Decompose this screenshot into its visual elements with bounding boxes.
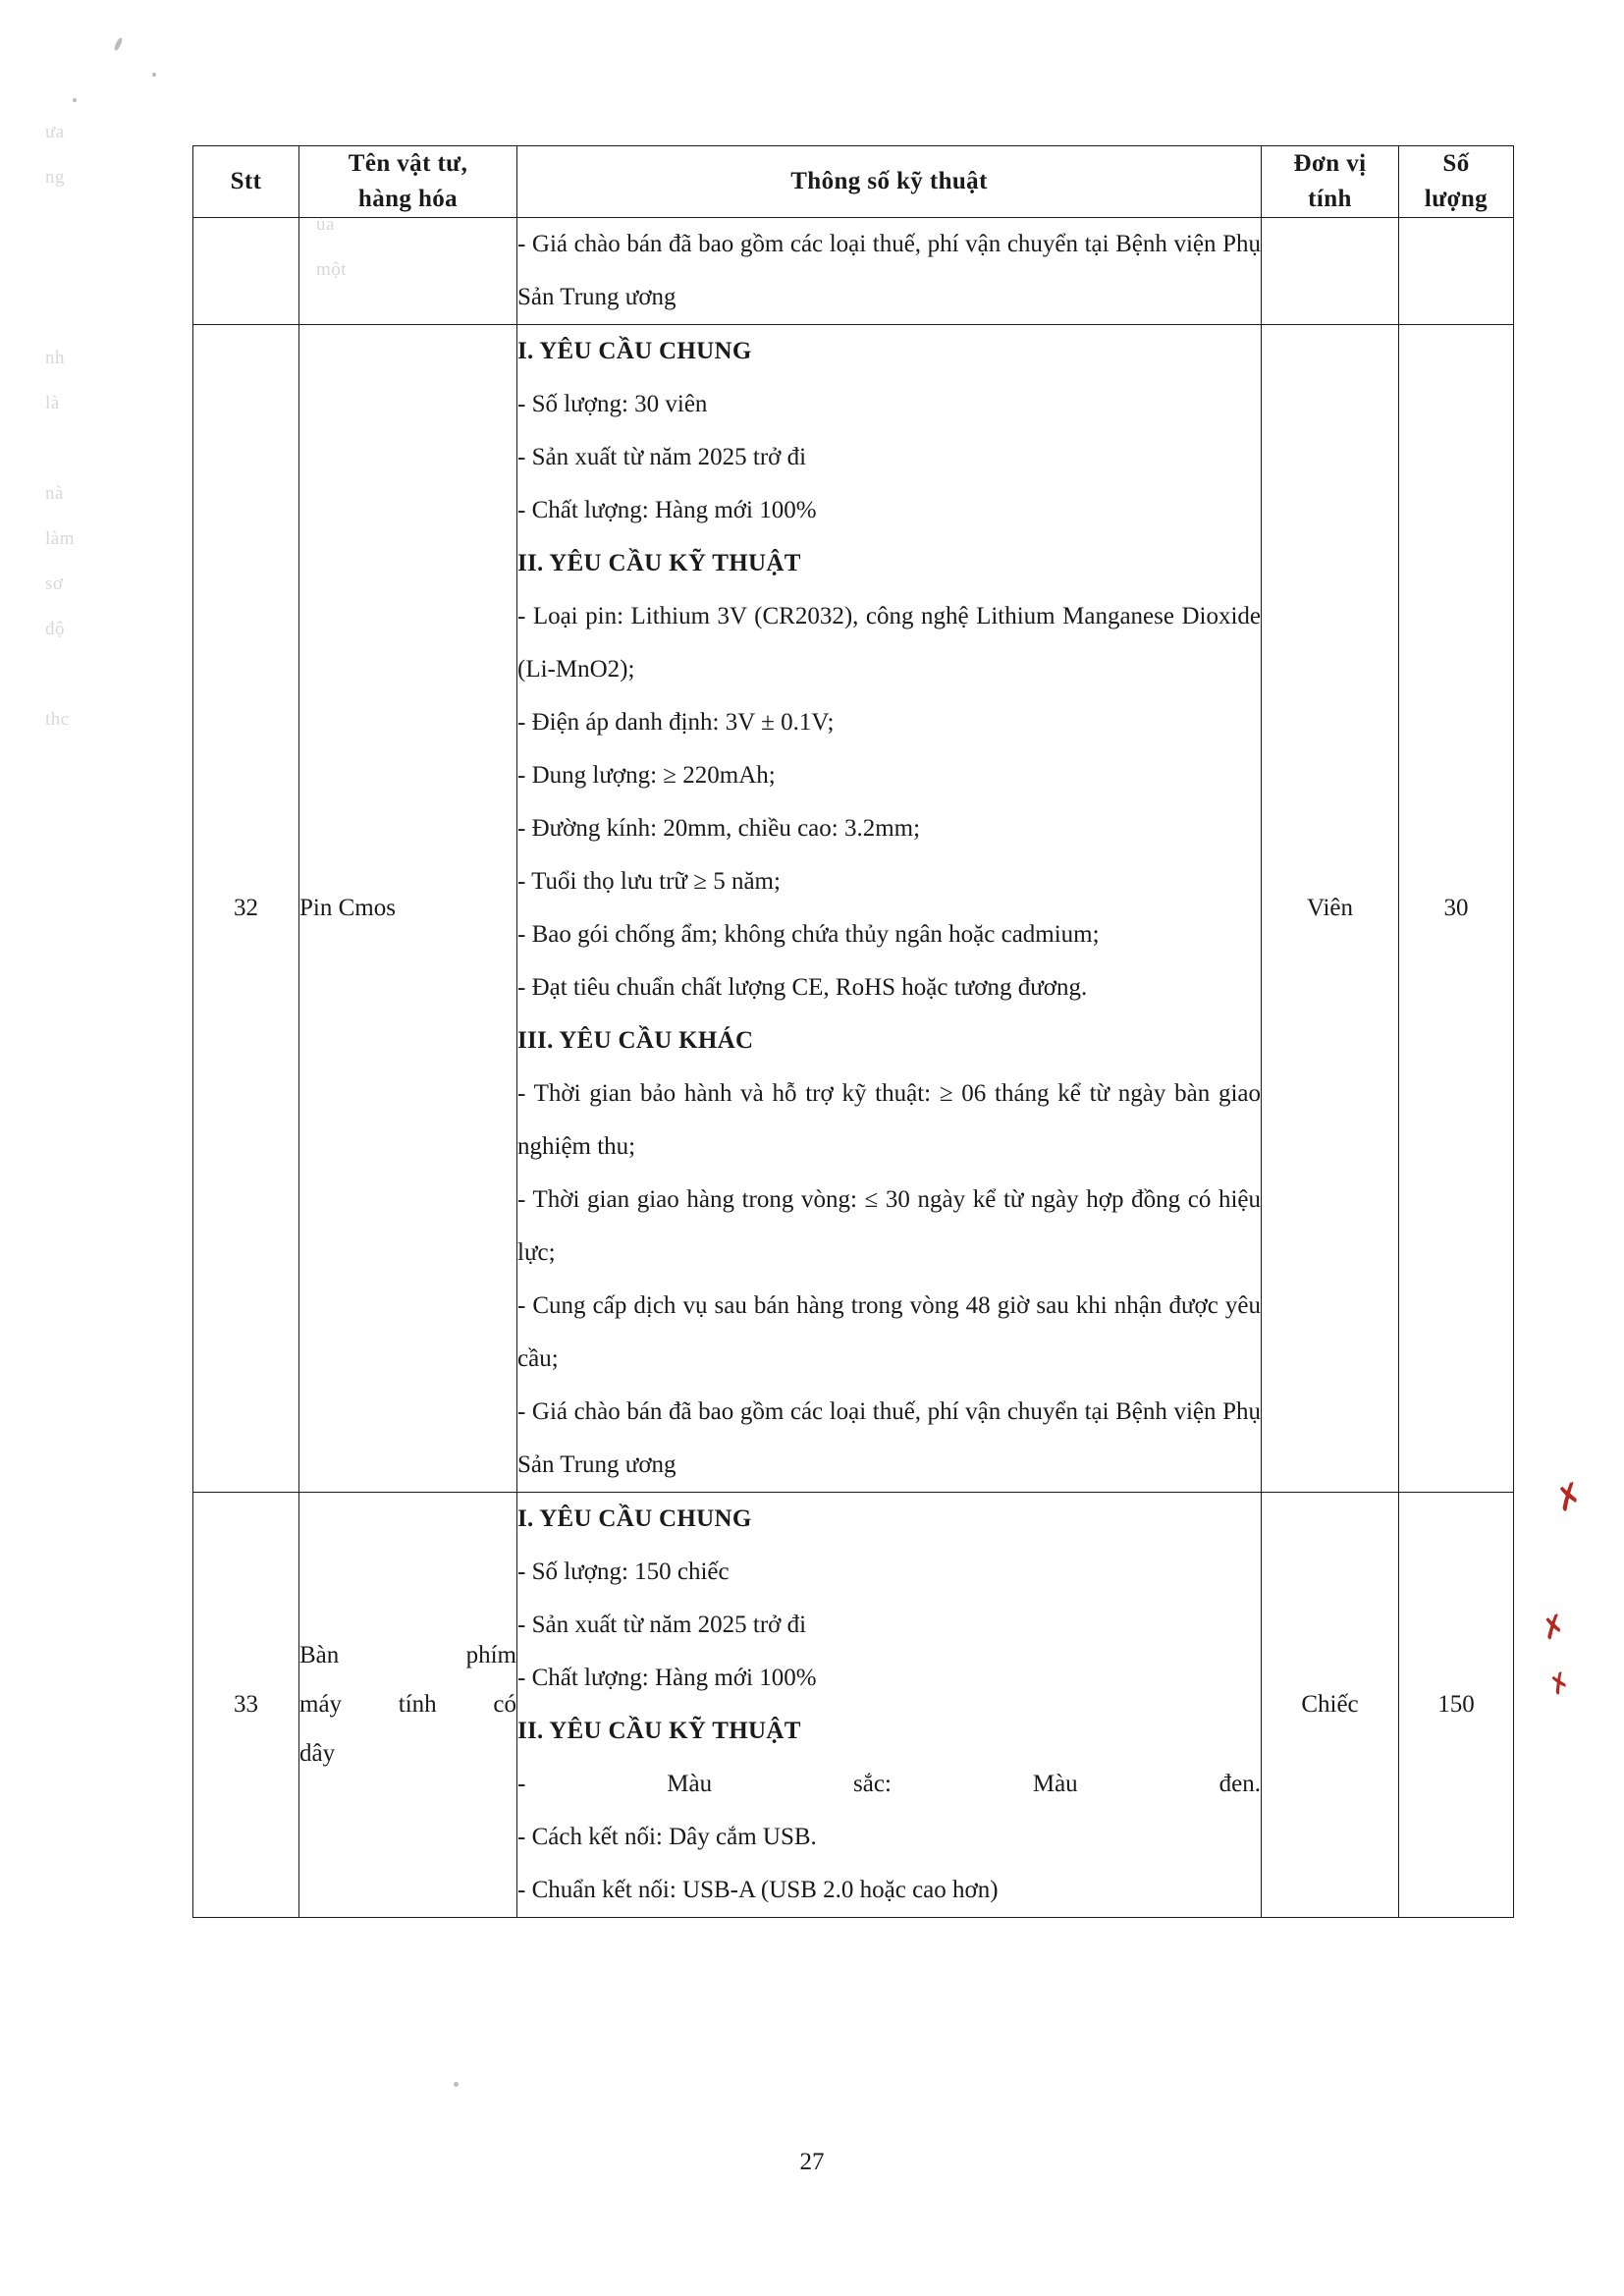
cell-name-word: phím [465, 1642, 516, 1668]
spec-heading: I. YÊU CẦU CHUNG [517, 338, 752, 364]
column-header-qty-line2: lượng [1424, 186, 1489, 212]
spec-line: - Cách kết nối: Dây cắm USB. [517, 1824, 817, 1850]
column-header-stt: Stt [193, 146, 299, 218]
column-header-unit [1262, 146, 1399, 218]
spec-line: - Sản xuất từ năm 2025 trở đi [517, 444, 807, 470]
bleed-through-text: ưa ng nh là nà làm sơ độ thc [45, 122, 75, 730]
spec-line: - Giá chào bán đã bao gồm các loại thuế, phí vận chuyển tại Bệnh viện Phụ Sản Trung ương [517, 231, 1261, 310]
cell-stt: 33 [193, 1493, 299, 1918]
cell-stt [193, 218, 299, 325]
spec-line: - Thời gian giao hàng trong vòng: ≤ 30 ngày kể từ ngày hợp đồng có hiệu lực; [517, 1186, 1261, 1266]
spec-heading: II. YÊU CẦU KỸ THUẬT [517, 1718, 801, 1744]
cell-qty [1399, 218, 1514, 325]
spec-line: - Màu sắc: Màu đen. [517, 1771, 1261, 1797]
spec-line: - Giá chào bán đã bao gồm các loại thuế, phí vận chuyển tại Bệnh viện Phụ Sản Trung ương [517, 1398, 1261, 1478]
table-header-row [193, 146, 1514, 218]
column-header-name-line2: hàng hóa [357, 186, 459, 212]
cell-name-word: có [493, 1691, 516, 1718]
cell-name-word: máy [299, 1691, 343, 1718]
cell-unit [1262, 218, 1399, 325]
cell-name [299, 218, 517, 325]
table-row [193, 1493, 1514, 1918]
scan-speck [113, 37, 123, 52]
spec-line: - Cung cấp dịch vụ sau bán hàng trong vòng 48 giờ sau khi nhận được yêu cầu; [517, 1292, 1261, 1372]
cell-spec [517, 1493, 1262, 1918]
column-header-qty-line1: Số [1442, 150, 1470, 177]
specifications-table [192, 145, 1514, 1918]
cell-qty: 150 [1399, 1493, 1514, 1918]
column-header-name-line1: Tên vật tư, [348, 150, 468, 177]
spec-line: - Chuẩn kết nối: USB-A (USB 2.0 hoặc cao hơn) [517, 1877, 999, 1903]
spec-line: - Sản xuất từ năm 2025 trở đi [517, 1612, 807, 1638]
cell-stt: 32 [193, 325, 299, 1493]
spec-heading: I. YÊU CẦU CHUNG [517, 1505, 752, 1532]
spec-line: - Đường kính: 20mm, chiều cao: 3.2mm; [517, 815, 921, 842]
scan-speck [152, 73, 156, 77]
cell-name: Pin Cmos [299, 325, 517, 1493]
margin-ink-mark: ✗ [1549, 1475, 1590, 1520]
cell-name-line2 [299, 1680, 516, 1729]
spec-line: - Dung lượng: ≥ 220mAh; [517, 762, 776, 789]
page-number: 27 [799, 2149, 825, 2175]
table-row [193, 218, 1514, 325]
column-header-unit-line1: Đơn vị [1293, 150, 1367, 177]
table-row [193, 325, 1514, 1493]
cell-unit: Viên [1262, 325, 1399, 1493]
cell-spec [517, 218, 1262, 325]
column-header-spec: Thông số kỹ thuật [517, 146, 1262, 218]
scan-speck [454, 2082, 459, 2087]
spec-line: - Đạt tiêu chuẩn chất lượng CE, RoHS hoặc tương đương. [517, 974, 1088, 1001]
column-header-qty [1399, 146, 1514, 218]
spec-line: - Chất lượng: Hàng mới 100% [517, 497, 817, 523]
spec-line: - Điện áp danh định: 3V ± 0.1V; [517, 709, 835, 736]
spec-line: - Loại pin: Lithium 3V (CR2032), công nghệ Lithium Manganese Dioxide (Li-MnO2); [517, 603, 1261, 683]
spec-heading: III. YÊU CẦU KHÁC [517, 1027, 754, 1054]
spec-heading: II. YÊU CẦU KỸ THUẬT [517, 550, 801, 576]
spec-line: - Tuổi thọ lưu trữ ≥ 5 năm; [517, 868, 781, 895]
spec-line: - Thời gian bảo hành và hỗ trợ kỹ thuật: ≥ 06 tháng kể từ ngày bàn giao nghiệm thu; [517, 1080, 1261, 1160]
cell-unit: Chiếc [1262, 1493, 1399, 1918]
cell-name-line1 [299, 1631, 516, 1680]
column-header-name [299, 146, 517, 218]
spec-line: - Chất lượng: Hàng mới 100% [517, 1665, 817, 1691]
spec-line: - Số lượng: 30 viên [517, 391, 708, 417]
cell-name-word: Bàn [299, 1642, 340, 1668]
scan-speck [73, 98, 77, 102]
cell-spec [517, 325, 1262, 1493]
spec-line: - Bao gói chống ẩm; không chứa thủy ngân hoặc cadmium; [517, 921, 1100, 948]
margin-ink-mark: ✗ [1543, 1666, 1577, 1702]
column-header-unit-line2: tính [1308, 186, 1352, 212]
cell-name-word: tính [398, 1691, 437, 1718]
margin-ink-mark: ✗ [1537, 1608, 1572, 1648]
cell-qty: 30 [1399, 325, 1514, 1493]
spec-line: - Số lượng: 150 chiếc [517, 1558, 730, 1585]
cell-name-line3: dây [299, 1740, 336, 1767]
cell-name [299, 1493, 517, 1918]
bleed-through-text-2: ủa một [316, 214, 348, 280]
